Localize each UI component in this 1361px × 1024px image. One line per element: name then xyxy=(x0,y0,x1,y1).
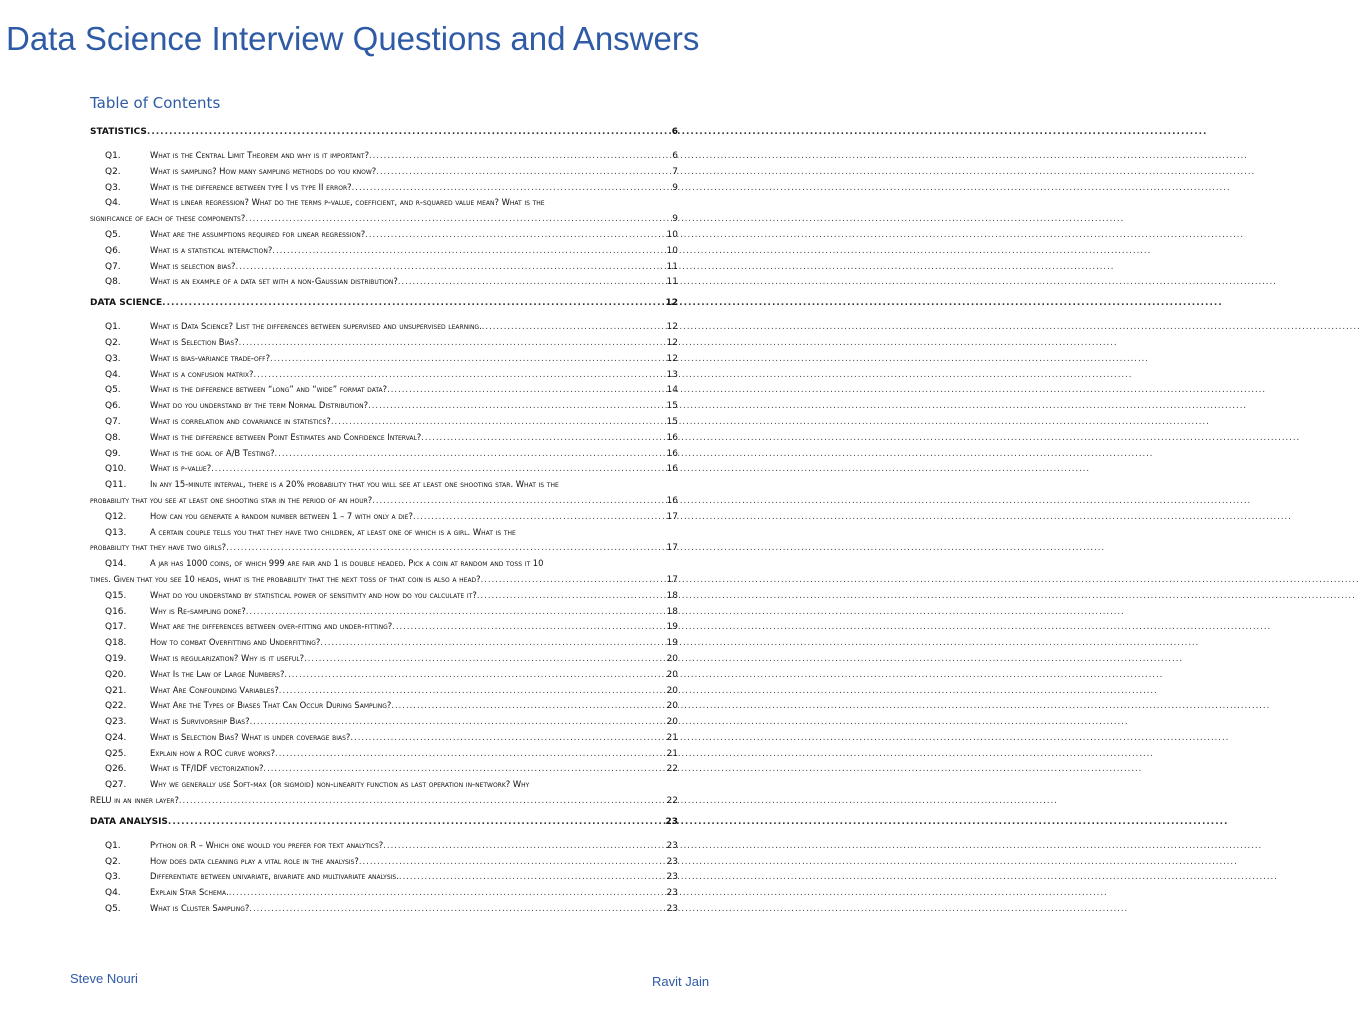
toc-entry-text: What is Selection Bias? xyxy=(150,336,239,347)
toc-entry-number: Q6. xyxy=(105,401,121,412)
toc-entry-number: Q22. xyxy=(105,701,127,712)
toc-entry-row[interactable] xyxy=(90,463,678,479)
toc-entry-row[interactable] xyxy=(90,856,678,872)
toc-entry-row[interactable] xyxy=(90,606,678,622)
toc-entry-page: 12 xyxy=(666,353,678,364)
toc-section-title: STATISTICS xyxy=(90,127,147,137)
toc-entry-continuation[interactable] xyxy=(90,795,678,811)
toc-entry-number: Q3. xyxy=(105,182,121,193)
toc-leader-dots xyxy=(245,213,670,223)
toc-entry-row[interactable] xyxy=(90,590,678,606)
toc-entry-row[interactable] xyxy=(90,558,678,574)
toc-leader-dots xyxy=(272,245,664,255)
toc-leader-dots xyxy=(359,856,665,866)
toc-entry-row[interactable] xyxy=(90,416,678,432)
toc-entry-continuation[interactable] xyxy=(90,542,678,558)
toc-leader-dots xyxy=(320,637,664,647)
toc-heading: Table of Contents xyxy=(90,94,221,112)
toc-entry-text: What is TF/IDF vectorization? xyxy=(150,763,264,774)
toc-entry-page: 19 xyxy=(666,622,678,633)
toc-leader-dots xyxy=(211,463,664,473)
toc-entry-row[interactable] xyxy=(90,384,678,400)
toc-entry-number: Q2. xyxy=(105,166,121,177)
toc-entry-text: Why we generally use Soft-max (or sigmoid) non-linearity function as last operation in-network? Why xyxy=(150,779,530,790)
toc-leader-dots xyxy=(270,353,665,363)
toc-entry-number: Q5. xyxy=(105,385,121,396)
toc-entry-text: What is a statistical interaction? xyxy=(150,244,273,255)
toc-entry-text-cont: probability that they have two girls? xyxy=(90,542,227,553)
toc-leader-dots xyxy=(350,732,664,742)
toc-entry-text: Python or R – Which one would you prefer for text analytics? xyxy=(150,839,384,850)
toc-entry-page: 10 xyxy=(666,245,678,256)
toc-entry-row[interactable] xyxy=(90,653,678,669)
toc-entry-page: 16 xyxy=(666,432,678,443)
toc-entry-page: 12 xyxy=(666,337,678,348)
toc-leader-dots xyxy=(398,276,665,286)
toc-leader-dots xyxy=(162,298,663,308)
toc-entry-text: What Are Confounding Variables? xyxy=(150,684,279,695)
toc-entry-row[interactable] xyxy=(90,197,678,213)
toc-entry-text: Differentiate between univariate, bivariate and multivariate analysis. xyxy=(150,871,399,882)
toc-entry-row[interactable] xyxy=(90,871,678,887)
toc-leader-dots xyxy=(235,261,664,271)
toc-entry-text: What is the difference between “long” and “wide” format data? xyxy=(150,384,388,395)
toc-entry-number: Q10. xyxy=(105,464,127,475)
toc-entry-text: How can you generate a random number between 1 – 7 with only a die? xyxy=(150,510,413,521)
toc-entry-number: Q4. xyxy=(105,369,121,380)
toc-leader-dots xyxy=(284,669,664,679)
toc-entry-page: 23 xyxy=(666,872,678,883)
toc-entry-row[interactable] xyxy=(90,276,678,292)
toc-entry-text: What is linear regression? What do the terms p-value, coefficient, and r-squared value mean? What is the xyxy=(150,197,545,208)
toc-entry-text: What is p-value? xyxy=(150,463,212,474)
toc-leader-dots xyxy=(250,716,665,726)
toc-entry-number: Q14. xyxy=(105,559,127,570)
toc-entry-number: Q6. xyxy=(105,245,121,256)
toc-entry-page: 10 xyxy=(666,229,678,240)
toc-entry-text: How does data cleaning play a vital role in the analysis? xyxy=(150,855,359,866)
toc-entry-row[interactable] xyxy=(90,527,678,543)
toc-entry-number: Q2. xyxy=(105,856,121,867)
toc-entry-number: Q26. xyxy=(105,764,127,775)
toc-entry-row[interactable] xyxy=(90,903,678,919)
toc-entry-page: 17 xyxy=(666,543,678,554)
toc-entry-page: 20 xyxy=(666,685,678,696)
toc-entry-page: 14 xyxy=(666,385,678,396)
toc-leader-dots xyxy=(304,653,664,663)
toc-entry-text: What is the goal of A/B Testing? xyxy=(150,447,275,458)
toc-entry-row[interactable] xyxy=(90,887,678,903)
toc-leader-dots xyxy=(263,763,664,773)
toc-entry-page: 13 xyxy=(666,369,678,380)
toc-entry-page: 6 xyxy=(672,151,678,161)
toc-entry-page: 11 xyxy=(666,261,678,272)
toc-entry-text: How to combat Overfitting and Underfitting? xyxy=(150,637,321,648)
toc-leader-dots xyxy=(482,321,665,331)
toc-entry-number: Q8. xyxy=(105,432,121,443)
toc-entry-row[interactable] xyxy=(90,432,678,448)
toc-section-page: 23 xyxy=(665,816,678,827)
toc-entry-text: What is sampling? How many sampling methods do you know? xyxy=(150,165,377,176)
toc-entry-text: Explain how a ROC curve works? xyxy=(150,747,276,758)
toc-entry-text: What is bias-variance trade-off? xyxy=(150,352,271,363)
toc-entry-row[interactable] xyxy=(90,621,678,637)
toc-entry-number: Q24. xyxy=(105,732,127,743)
toc-entry-number: Q16. xyxy=(105,606,127,617)
toc-leader-dots xyxy=(372,495,664,505)
toc-entry-page: 21 xyxy=(666,748,678,759)
toc-leader-dots xyxy=(387,384,664,394)
toc-leader-dots xyxy=(147,127,670,137)
toc-entry-page: 20 xyxy=(666,669,678,680)
toc-entry-page: 15 xyxy=(666,401,678,412)
toc-entry-number: Q8. xyxy=(105,277,121,288)
toc-entry-text: What is an example of a data set with a non-Gaussian distribution? xyxy=(150,276,398,287)
toc-leader-dots xyxy=(365,229,664,239)
toc-entry-number: Q25. xyxy=(105,748,127,759)
toc-entry-row[interactable] xyxy=(90,779,678,795)
toc-entry-text-cont: significance of each of these components? xyxy=(90,213,246,224)
toc-entry-row[interactable] xyxy=(90,479,678,495)
toc-leader-dots xyxy=(331,416,665,426)
toc-entry-row[interactable] xyxy=(90,732,678,748)
toc-entry-number: Q4. xyxy=(105,888,121,899)
toc-entry-number: Q5. xyxy=(105,904,121,915)
toc-entry-row[interactable] xyxy=(90,369,678,385)
toc-leader-dots xyxy=(383,840,664,850)
toc-entry-number: Q1. xyxy=(105,840,121,851)
toc-entry-page: 18 xyxy=(666,606,678,617)
toc-entry-text: What are the differences between over-fitting and under-fitting? xyxy=(150,621,393,632)
toc-leader-dots xyxy=(413,511,665,521)
toc-section-row[interactable] xyxy=(90,127,678,144)
toc-entry-row[interactable] xyxy=(90,400,678,416)
toc-entry-text: What is correlation and covariance in statistics? xyxy=(150,415,331,426)
toc-leader-dots xyxy=(279,685,665,695)
table-of-contents xyxy=(90,127,678,919)
toc-leader-dots xyxy=(239,337,665,347)
toc-entry-page: 9 xyxy=(672,182,678,193)
document-title: Data Science Interview Questions and Answers xyxy=(6,20,700,57)
toc-entry-text-cont: RELU in an inner layer? xyxy=(90,795,179,806)
toc-entry-number: Q12. xyxy=(105,511,127,522)
toc-entry-number: Q9. xyxy=(105,448,121,459)
toc-entry-row[interactable] xyxy=(90,716,678,732)
toc-section-row[interactable] xyxy=(90,817,678,834)
toc-leader-dots xyxy=(246,606,665,616)
toc-entry-page: 11 xyxy=(666,277,678,288)
toc-entry-number: Q2. xyxy=(105,337,121,348)
toc-entry-number: Q18. xyxy=(105,638,127,649)
toc-leader-dots xyxy=(253,369,664,379)
toc-entry-row[interactable] xyxy=(90,448,678,464)
toc-leader-dots xyxy=(275,448,665,458)
toc-entry-page: 20 xyxy=(666,653,678,664)
toc-entry-row[interactable] xyxy=(90,748,678,764)
toc-entry-text: What is Data Science? List the differences between supervised and unsupervised learning. xyxy=(150,321,482,332)
toc-entry-text: What Is the Law of Large Numbers? xyxy=(150,668,285,679)
toc-entry-number: Q5. xyxy=(105,229,121,240)
toc-entry-row[interactable] xyxy=(90,685,678,701)
footer-author-right: Ravit Jain xyxy=(652,974,710,989)
toc-entry-page: 17 xyxy=(666,574,678,585)
toc-entry-page: 9 xyxy=(672,214,678,225)
toc-entry-number: Q7. xyxy=(105,416,121,427)
toc-entry-page: 23 xyxy=(666,856,678,867)
toc-entry-text: What is the difference between Point Estimates and Confidence Interval? xyxy=(150,431,422,442)
toc-entry-page: 18 xyxy=(666,590,678,601)
toc-entry-text-cont: probability that you see at least one shooting star in the period of an hour? xyxy=(90,494,373,505)
toc-section-title: DATA ANALYSIS xyxy=(90,816,168,827)
toc-entry-number: Q3. xyxy=(105,353,121,364)
toc-entry-row[interactable] xyxy=(90,229,678,245)
toc-entry-text: What is the Central Limit Theorem and why is it important? xyxy=(150,150,370,160)
toc-entry-number: Q3. xyxy=(105,872,121,883)
toc-entry-text-cont: times. Given that you see 10 heads, what is the probability that the next toss of that coin is also a head? xyxy=(90,573,481,584)
toc-leader-dots xyxy=(399,871,665,881)
toc-leader-dots xyxy=(168,817,664,827)
toc-entry-number: Q19. xyxy=(105,653,127,664)
toc-entry-page: 15 xyxy=(666,416,678,427)
toc-entry-page: 16 xyxy=(666,448,678,459)
toc-entry-text: What is a confusion matrix? xyxy=(150,368,254,379)
toc-entry-text: What is regularization? Why is it useful? xyxy=(150,652,305,663)
toc-entry-text: What do you understand by the term Normal Distribution? xyxy=(150,400,369,411)
toc-entry-row[interactable] xyxy=(90,637,678,653)
toc-section-row[interactable] xyxy=(90,298,678,315)
toc-entry-row[interactable] xyxy=(90,840,678,856)
toc-entry-row[interactable] xyxy=(90,182,678,198)
toc-entry-number: Q23. xyxy=(105,717,127,728)
toc-leader-dots xyxy=(391,700,664,710)
footer-author-left: Steve Nouri xyxy=(70,971,138,986)
toc-entry-text: A certain couple tells you that they have two children, at least one of which is a girl. What is the xyxy=(150,526,516,537)
toc-entry-number: Q27. xyxy=(105,780,127,791)
toc-entry-text: What Are the Types of Biases That Can Occur During Sampling? xyxy=(150,700,392,711)
toc-leader-dots xyxy=(421,432,664,442)
toc-entry-page: 20 xyxy=(666,717,678,728)
toc-entry-number: Q1. xyxy=(105,151,121,161)
toc-entry-continuation[interactable] xyxy=(90,574,678,590)
toc-entry-page: 19 xyxy=(666,638,678,649)
toc-leader-dots xyxy=(226,542,664,552)
toc-section-title: DATA SCIENCE xyxy=(90,298,163,309)
toc-entry-number: Q21. xyxy=(105,685,127,696)
toc-leader-dots xyxy=(368,400,664,410)
toc-entry-page: 12 xyxy=(666,322,678,333)
toc-entry-page: 16 xyxy=(666,464,678,475)
toc-section-page: 12 xyxy=(665,298,678,309)
toc-entry-page: 17 xyxy=(666,511,678,522)
toc-entry-row[interactable] xyxy=(90,353,678,369)
toc-entry-text: A jar has 1000 coins, of which 999 are fair and 1 is double headed. Pick a coin at random and toss it 10 xyxy=(150,558,544,569)
toc-entry-number: Q15. xyxy=(105,590,127,601)
toc-entry-text: What is Survivorship Bias? xyxy=(150,716,250,727)
toc-leader-dots xyxy=(249,903,664,913)
toc-leader-dots xyxy=(376,166,670,176)
toc-entry-row[interactable] xyxy=(90,700,678,716)
toc-entry-continuation[interactable] xyxy=(90,213,678,229)
toc-entry-page: 16 xyxy=(666,495,678,506)
toc-entry-number: Q20. xyxy=(105,669,127,680)
toc-entry-row[interactable] xyxy=(90,245,678,261)
toc-entry-number: Q17. xyxy=(105,622,127,633)
toc-entry-number: Q4. xyxy=(105,198,121,209)
toc-entry-row[interactable] xyxy=(90,321,678,337)
toc-entry-row[interactable] xyxy=(90,337,678,353)
toc-entry-text: What is the difference between type I vs type II error? xyxy=(150,181,352,192)
toc-entry-row[interactable] xyxy=(90,511,678,527)
toc-entry-number: Q1. xyxy=(105,322,121,333)
toc-entry-text: Explain Star Schema. xyxy=(150,887,229,898)
toc-entry-page: 22 xyxy=(666,796,678,807)
toc-entry-row[interactable] xyxy=(90,166,678,182)
toc-entry-row[interactable] xyxy=(90,669,678,685)
toc-entry-row[interactable] xyxy=(90,261,678,277)
toc-leader-dots xyxy=(369,150,670,160)
toc-entry-continuation[interactable] xyxy=(90,495,678,511)
toc-entry-text: In any 15-minute interval, there is a 20% probability that you will see at least one shooting star. What is the xyxy=(150,479,559,490)
toc-entry-text: What is Cluster Sampling? xyxy=(150,903,250,914)
toc-entry-text: What do you understand by statistical power of sensitivity and how do you calculate it? xyxy=(150,589,477,600)
toc-leader-dots xyxy=(179,795,665,805)
toc-leader-dots xyxy=(275,748,665,758)
toc-leader-dots xyxy=(392,621,664,631)
toc-entry-text: What are the assumptions required for linear regression? xyxy=(150,228,366,239)
toc-entry-text: Why is Re-sampling done? xyxy=(150,605,246,616)
toc-leader-dots xyxy=(477,590,665,600)
toc-entry-text: What is selection bias? xyxy=(150,260,236,271)
toc-entry-page: 20 xyxy=(666,701,678,712)
toc-entry-number: Q7. xyxy=(105,261,121,272)
toc-leader-dots xyxy=(352,182,671,192)
toc-entry-row[interactable] xyxy=(90,763,678,779)
toc-leader-dots xyxy=(481,574,665,584)
toc-entry-page: 22 xyxy=(666,764,678,775)
toc-entry-row[interactable] xyxy=(90,150,678,166)
toc-entry-page: 23 xyxy=(666,904,678,915)
toc-entry-page: 21 xyxy=(666,732,678,743)
toc-entry-page: 7 xyxy=(672,166,678,177)
toc-entry-number: Q13. xyxy=(105,527,127,538)
toc-entry-number: Q11. xyxy=(105,480,127,491)
toc-entry-text: What is Selection Bias? What is under coverage bias? xyxy=(150,731,351,742)
toc-leader-dots xyxy=(229,887,665,897)
toc-entry-page: 23 xyxy=(666,888,678,899)
toc-section-page: 6 xyxy=(671,127,678,137)
toc-entry-page: 23 xyxy=(666,840,678,851)
